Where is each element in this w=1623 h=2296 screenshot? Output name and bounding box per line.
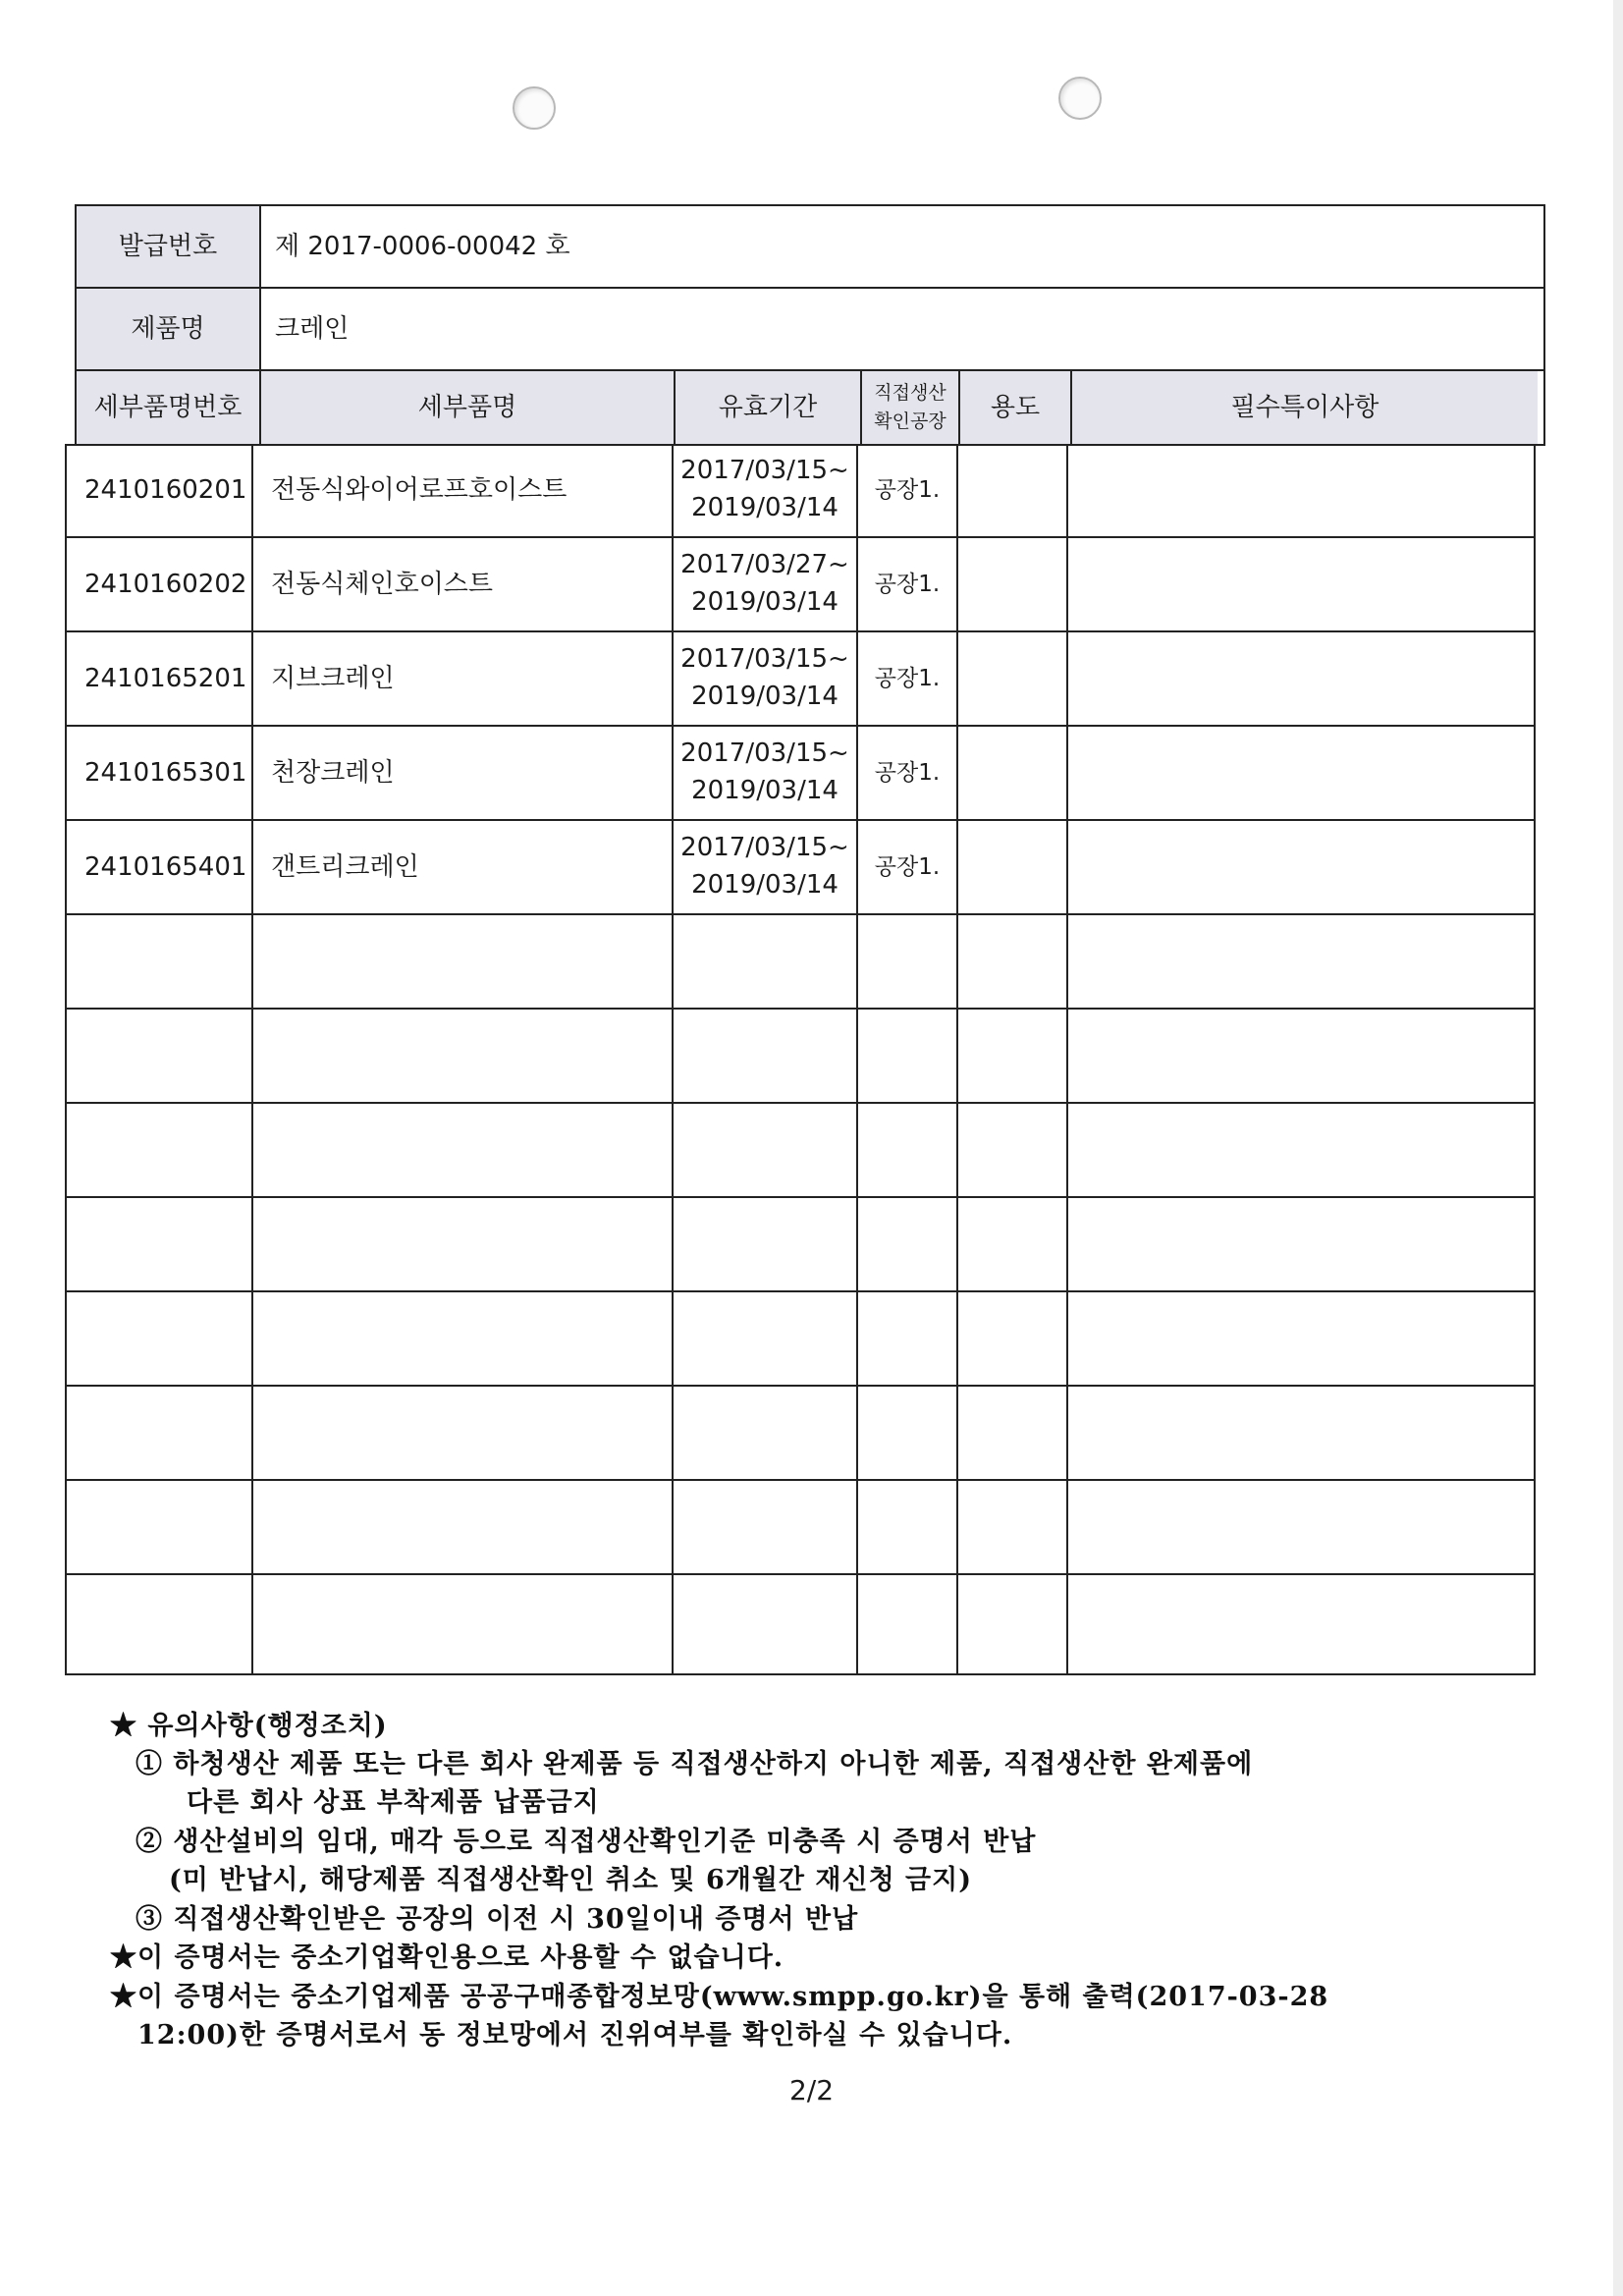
row-5-validity bbox=[674, 821, 856, 913]
row-2-from: 2017/03/27~ bbox=[680, 550, 849, 580]
note-2a: ② 생산설비의 임대, 매각 등으로 직접생산확인기준 미충족 시 증명서 반납 bbox=[135, 1827, 1037, 1857]
page-number: 2/2 bbox=[788, 2074, 835, 2106]
divider bbox=[860, 369, 862, 446]
row-2-validity bbox=[674, 538, 856, 630]
divider bbox=[65, 1008, 1536, 1010]
row-3-validity bbox=[674, 632, 856, 725]
note-1a: ① 하청생산 제품 또는 다른 회사 완제품 등 직접생산하지 아니한 제품, 직접생산한 완제품에 bbox=[135, 1749, 1254, 1779]
col-factory-line1: 직접생산 bbox=[874, 381, 947, 404]
row-4-no: 2410165301 bbox=[84, 757, 247, 788]
product-value: 크레인 bbox=[275, 313, 350, 344]
divider bbox=[674, 369, 676, 446]
row-4-from: 2017/03/15~ bbox=[680, 738, 849, 769]
row-4-validity bbox=[674, 727, 856, 819]
divider bbox=[958, 369, 960, 446]
divider bbox=[65, 1290, 1536, 1292]
punch-hole bbox=[1058, 77, 1102, 120]
row-5-from: 2017/03/15~ bbox=[680, 833, 849, 863]
divider bbox=[65, 1385, 1536, 1387]
row-5-to: 2019/03/14 bbox=[691, 870, 839, 900]
note-s2b: 12:00)한 증명서로서 동 정보망에서 진위여부를 확인하실 수 있습니다. bbox=[137, 2020, 1013, 2050]
row-5-name: 갠트리크레인 bbox=[271, 851, 419, 882]
row-3-no: 2410165201 bbox=[84, 663, 247, 693]
row-3-factory: 공장1. bbox=[874, 665, 941, 691]
divider bbox=[65, 1573, 1536, 1575]
scan-edge bbox=[1613, 0, 1623, 2296]
row-5-factory: 공장1. bbox=[874, 853, 941, 880]
punch-hole bbox=[513, 86, 556, 130]
divider bbox=[65, 913, 1536, 915]
divider bbox=[1066, 444, 1068, 1675]
divider bbox=[65, 1196, 1536, 1198]
note-2b: (미 반납시, 해당제품 직접생산확인 취소 및 6개월간 재신청 금지) bbox=[169, 1865, 972, 1895]
col-validity: 유효기간 bbox=[676, 371, 860, 444]
row-2-no: 2410160202 bbox=[84, 569, 247, 599]
col-detail-no: 세부품명번호 bbox=[77, 371, 259, 444]
row-1-validity bbox=[674, 444, 856, 536]
row-2-factory: 공장1. bbox=[874, 571, 941, 597]
col-factory bbox=[862, 371, 958, 444]
divider bbox=[1070, 369, 1072, 446]
note-3: ③ 직접생산확인받은 공장의 이전 시 30일이내 증명서 반납 bbox=[135, 1904, 859, 1935]
col-special: 필수특이사항 bbox=[1072, 371, 1538, 444]
divider bbox=[65, 1479, 1536, 1481]
divider bbox=[251, 444, 253, 1675]
row-4-name: 천장크레인 bbox=[271, 757, 395, 788]
row-2-to: 2019/03/14 bbox=[691, 587, 839, 617]
note-s1: ★이 증명서는 중소기업확인용으로 사용할 수 없습니다. bbox=[110, 1942, 784, 1973]
row-4-to: 2019/03/14 bbox=[691, 776, 839, 805]
divider bbox=[956, 444, 958, 1675]
row-3-from: 2017/03/15~ bbox=[680, 644, 849, 675]
note-1b: 다른 회사 상표 부착제품 납품금지 bbox=[187, 1787, 600, 1818]
row-1-from: 2017/03/15~ bbox=[680, 456, 849, 486]
divider bbox=[75, 287, 1545, 289]
divider bbox=[65, 1102, 1536, 1104]
notes-title: ★ 유의사항(행정조치) bbox=[110, 1711, 388, 1741]
issue-no-label: 발급번호 bbox=[77, 206, 259, 287]
issue-no-value: 제 2017-0006-00042 호 bbox=[275, 231, 570, 261]
note-s2a: ★이 증명서는 중소기업제품 공공구매종합정보망(www.smpp.go.kr)을 통해 출력(2017-03-28 bbox=[110, 1982, 1329, 2012]
col-usage: 용도 bbox=[960, 371, 1070, 444]
row-2-name: 전동식체인호이스트 bbox=[271, 569, 494, 599]
row-5-no: 2410165401 bbox=[84, 851, 247, 882]
col-detail-name: 세부품명 bbox=[261, 371, 674, 444]
row-1-no: 2410160201 bbox=[84, 474, 247, 505]
product-label: 제품명 bbox=[77, 289, 259, 369]
row-1-name: 전동식와이어로프호이스트 bbox=[271, 474, 568, 505]
row-4-factory: 공장1. bbox=[874, 759, 941, 786]
row-1-factory: 공장1. bbox=[874, 476, 941, 503]
col-factory-line2: 확인공장 bbox=[874, 410, 947, 432]
row-3-name: 지브크레인 bbox=[271, 663, 395, 693]
row-1-to: 2019/03/14 bbox=[691, 493, 839, 522]
row-3-to: 2019/03/14 bbox=[691, 682, 839, 711]
